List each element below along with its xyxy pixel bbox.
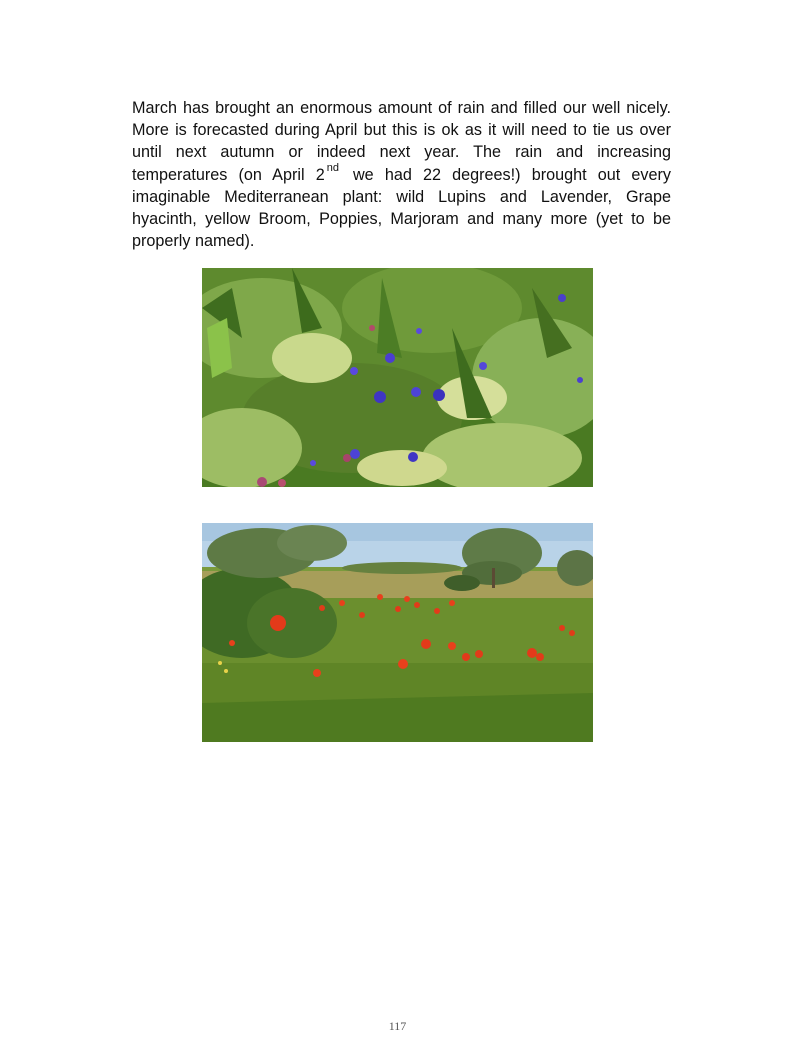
- paragraph-text-start: March has brought an enormous amount of rain and filled our well nicely. More is forecasted during April but this is ok as it will need to tie us over until next autumn or indeed next year. The rain and increasing temperatures (on April 2: [132, 99, 671, 184]
- paragraph-text-end: we had 22 degrees!) brought out every imaginable Mediterranean plant: wild Lupins and Lavender, Grape hyacinth, yellow Broom, Poppies, Marjoram and many more (yet to be properly named).: [132, 165, 671, 251]
- ordinal-suffix: nd: [326, 162, 339, 175]
- photo-poppy-field: [202, 523, 593, 742]
- body-paragraph: [132, 97, 671, 252]
- photo-blue-flowers: [202, 268, 593, 487]
- page-number: 117: [388, 1019, 407, 1033]
